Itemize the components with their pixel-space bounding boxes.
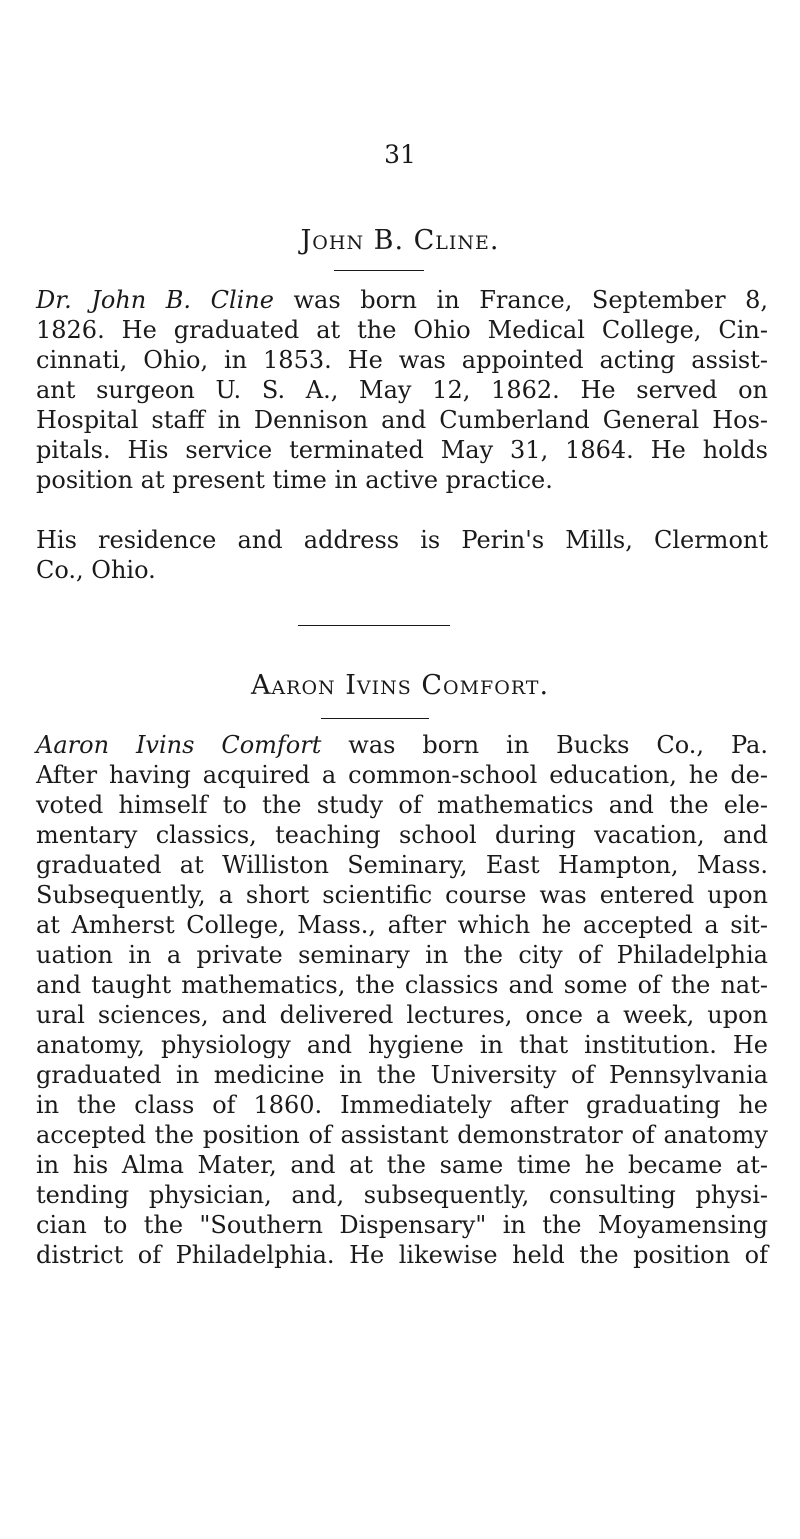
text-line: mentary classics, teaching school during vacation, and [36, 821, 768, 849]
text-line: After having acquired a common-school education, he de- [36, 761, 768, 789]
paragraph-cline-bio [36, 285, 768, 495]
text-line: cian to the "Southern Dispensary" in the Moyamensing [36, 1211, 768, 1239]
text-line: Dr. John B. Cline was born in France, September 8, [36, 286, 769, 314]
text-line: Hospital staff in Dennison and Cumberland General Hos- [36, 406, 768, 434]
text-line: ant surgeon U. S. A., May 12, 1862. He served on [36, 376, 768, 404]
text-line: Co., Ohio. [36, 556, 156, 584]
text-line: cinnati, Ohio, in 1853. He was appointed acting assist- [36, 346, 768, 374]
text-line: Subsequently, a short scientific course was entered upon [36, 881, 768, 909]
text-line: at Amherst College, Mass., after which he accepted a sit- [36, 911, 768, 939]
text-line: district of Philadelphia. He likewise held the position of [36, 1241, 768, 1269]
text-line: ural sciences, and delivered lectures, once a week, upon [36, 1001, 768, 1029]
text-line: accepted the position of assistant demonstrator of anatomy [36, 1121, 768, 1149]
text-line: in his Alma Mater, and at the same time he became at- [36, 1151, 768, 1179]
text-line: in the class of 1860. Immediately after graduating he [36, 1091, 768, 1119]
text-line: uation in a private seminary in the city of Philadelphia [36, 941, 768, 969]
text-line: graduated in medicine in the University of Pennsylvania [36, 1061, 768, 1089]
person-name: Dr. John B. Cline [36, 286, 274, 314]
heading-rule [321, 718, 429, 719]
paragraph-comfort-bio [36, 730, 768, 1270]
text-line: graduated at Williston Seminary, East Hampton, Mass. [36, 851, 768, 879]
heading-rule [334, 270, 424, 271]
text-line: tending physician, and, subsequently, consulting physi- [36, 1181, 768, 1209]
section-heading-cline: John B. Cline. [300, 225, 500, 256]
section-heading-comfort: Aaron Ivins Comfort. [250, 670, 550, 701]
text-line: position at present time in active practice. [36, 466, 553, 494]
text-line: Aaron Ivins Comfort was born in Bucks Co., Pa. [36, 731, 768, 759]
text-line: voted himself to the study of mathematics and the ele- [36, 791, 768, 819]
section-divider [298, 625, 450, 626]
person-name: Aaron Ivins Comfort [36, 731, 322, 759]
text-line: and taught mathematics, the classics and some of the nat- [36, 971, 768, 999]
text-line: 1826. He graduated at the Ohio Medical College, Cin- [36, 316, 768, 344]
text-line: pitals. His service terminated May 31, 1864. He holds [36, 436, 768, 464]
paragraph-cline-residence [36, 525, 768, 585]
page-number: 31 [384, 140, 416, 169]
text-line: anatomy, physiology and hygiene in that institution. He [36, 1031, 768, 1059]
text-line: His residence and address is Perin's Mills, Clermont [36, 526, 768, 554]
